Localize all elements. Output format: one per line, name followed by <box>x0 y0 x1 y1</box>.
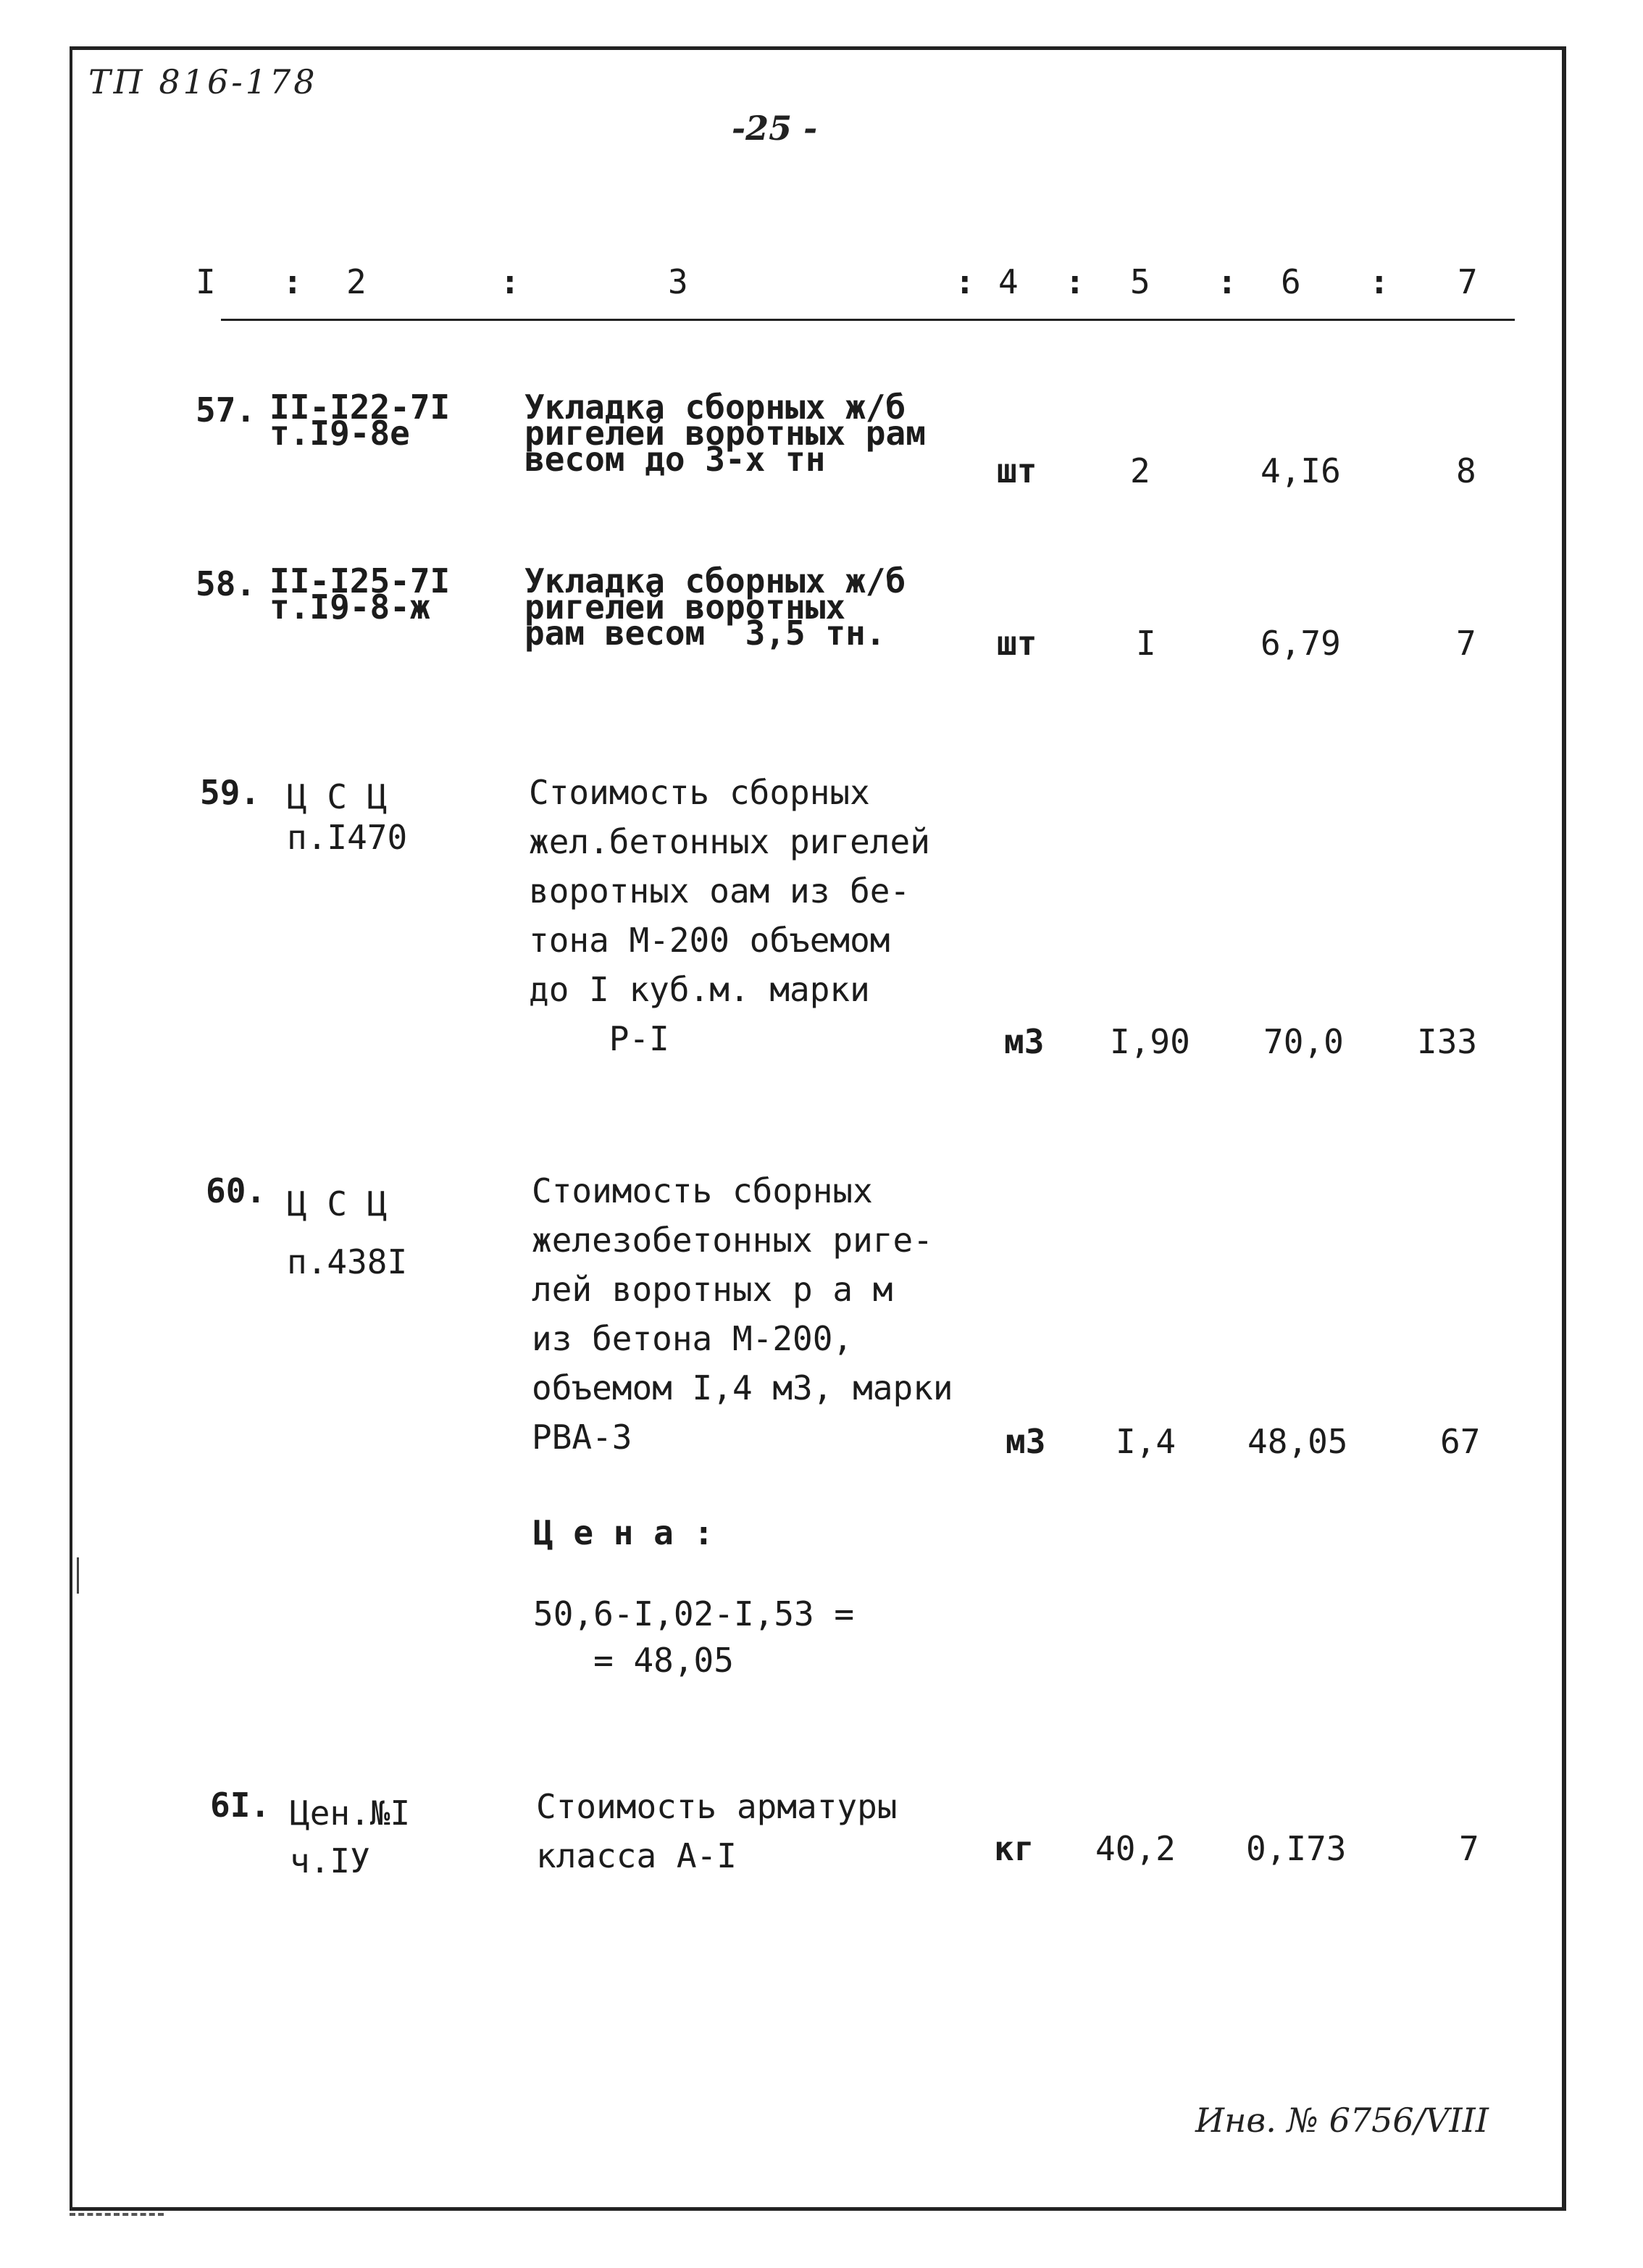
row-number: 60. <box>206 1171 267 1210</box>
quantity: 40,2 <box>1095 1829 1176 1868</box>
column-header-4: 4 <box>998 262 1019 301</box>
unit-price: 6,79 <box>1261 624 1341 663</box>
norm-reference: Ц С Ц п.438I <box>287 1184 408 1281</box>
unit-price: 48,05 <box>1247 1422 1348 1461</box>
unit: м3 <box>1006 1422 1046 1461</box>
work-description: Укладка сборных ж/б ригелей воротных рам весом 3,5 тн. <box>524 561 906 653</box>
row-number: 57. <box>196 390 256 430</box>
header-rule <box>221 319 1515 321</box>
work-description: Стоимость сборных жел.бетонных ригелей воротных оам из бе- тона М-200 объемом до I куб.м. марки Р-I <box>529 773 930 1058</box>
total-cost: 7 <box>1456 624 1476 663</box>
row-number: 58. <box>196 564 256 603</box>
norm-reference: II-I22-7I т.I9-8е <box>269 388 451 453</box>
work-description: Стоимость арматуры класса А-I <box>536 1787 898 1875</box>
total-cost: 67 <box>1440 1422 1481 1461</box>
price-calculation: 50,6-I,02-I,53 = = 48,05 <box>533 1594 855 1680</box>
work-description: Укладка сборных ж/б ригелей воротных рам весом до 3-х тн <box>524 388 926 479</box>
column-separator: : <box>283 262 303 301</box>
column-header-6: 6 <box>1281 262 1301 301</box>
quantity: I <box>1136 624 1156 663</box>
quantity: I,4 <box>1116 1422 1176 1461</box>
norm-reference: II-I25-7I т.I9-8-ж <box>269 561 451 627</box>
unit: м3 <box>1004 1022 1045 1061</box>
quantity: 2 <box>1130 451 1150 490</box>
row-number: 59. <box>200 773 261 812</box>
work-description: Стоимость сборных железобетонных риге- лей воротных р а м из бетона М-200, объемом I,4 м3, марки РВА-3 <box>532 1171 953 1457</box>
total-cost: I33 <box>1417 1022 1478 1061</box>
column-separator: : <box>1217 262 1237 301</box>
price-note-title: Ц е н а : <box>533 1513 714 1552</box>
total-cost: 7 <box>1459 1829 1479 1868</box>
unit: шт <box>997 624 1037 663</box>
norm-reference: Ц С Ц п.I470 <box>287 777 408 857</box>
unit-price: 70,0 <box>1263 1022 1344 1061</box>
quantity: I,90 <box>1110 1022 1190 1061</box>
page-number: -25 - <box>732 109 818 148</box>
column-separator: : <box>1369 262 1389 301</box>
column-header-7: 7 <box>1458 262 1478 301</box>
document-code: ТП 816-178 <box>88 62 318 101</box>
column-header-2: 2 <box>346 262 367 301</box>
column-separator: : <box>500 262 520 301</box>
total-cost: 8 <box>1456 451 1476 490</box>
inventory-number: Инв. № 6756/VIII <box>1195 2101 1489 2140</box>
column-header-1: I <box>196 262 216 301</box>
unit: кг <box>994 1829 1034 1868</box>
norm-reference: Цен.№I ч.IУ <box>290 1794 411 1880</box>
unit-price: 0,I73 <box>1246 1829 1347 1868</box>
row-number: 6I. <box>210 1786 271 1825</box>
page-frame <box>70 46 1566 2211</box>
unit-price: 4,I6 <box>1261 451 1341 490</box>
unit: шт <box>997 451 1037 490</box>
column-header-5: 5 <box>1130 262 1150 301</box>
page-edge-mark <box>70 2213 164 2216</box>
column-header-3: 3 <box>668 262 688 301</box>
column-separator: : <box>1065 262 1085 301</box>
column-separator: : <box>955 262 975 301</box>
margin-mark <box>77 1557 79 1594</box>
